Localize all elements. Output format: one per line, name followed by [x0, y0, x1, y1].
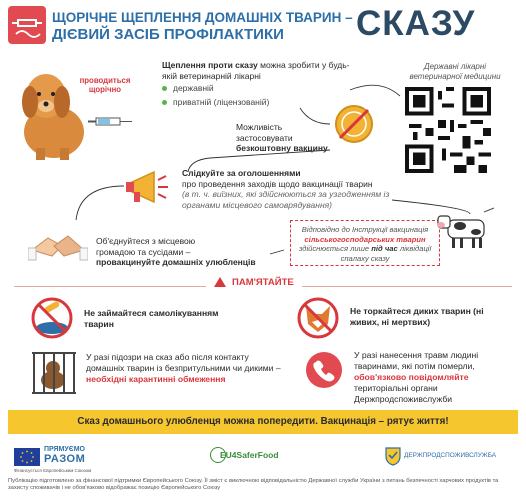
free-coin-icon [334, 104, 374, 144]
razom-top: ПРЯМУЄМО [44, 446, 85, 453]
handshake-icon [28, 224, 88, 264]
dps-shield-icon [384, 446, 402, 466]
caged-dog-icon [30, 350, 76, 396]
qr-code-icon[interactable] [405, 87, 491, 173]
razom-sub: Фінансується Європейським Союзом [14, 468, 92, 473]
cow-illustration-icon [436, 206, 496, 250]
option-state: державній [162, 82, 282, 95]
annual-label: проводиться щорічно [79, 76, 131, 94]
free-vaccine-text: Можливість застосовувати безкоштовну вакцину [236, 122, 328, 153]
tip-no-self-treat: Не займайтеся самолікуванням тварин [84, 308, 219, 329]
instruction-box: Відповідно до Інструкції вакцинація сільськогосподарських тварин здійснюється лише під час ліквідації спалаху сказу [290, 220, 440, 266]
title-big: СКАЗУ [356, 4, 476, 43]
footnote: Публікацію підготовлено за фінансової підтримки Європейського Союзу. Її зміст є виключною відповідальністю Державної служби України з питань безпечності харчових продуктів та захисту споживачів і не обов'язково відображає позицію Європейського Союзу [8, 478, 499, 491]
megaphone-icon [124, 168, 172, 208]
tip-no-wild: Не торкайтеся диких тварин (ні живих, ні мертвих) [350, 306, 484, 327]
vaccination-where: Щеплення проти сказу можна зробити у будь-якій ветеринарній лікарні [162, 60, 350, 81]
fox-icon [296, 296, 340, 340]
phone-icon [304, 350, 344, 390]
prevention-banner: Сказ домашнього улюбленця можна попередити. Вакцинація – рятує життя! [8, 410, 518, 434]
option-private: приватній (ліцензованій) [162, 96, 282, 109]
dps-logo: ДЕРЖПРОДСПОЖИВСЛУЖБА [404, 452, 497, 459]
vaccine-logo-icon [8, 6, 46, 44]
pet-bowl-pills-icon [30, 296, 74, 340]
syringe-icon [86, 112, 136, 132]
razom-logo: РАЗОМ [44, 453, 86, 465]
follow-announcements: Слідкуйте за оголошеннями про проведення заходів щодо вакцинації тварин (в т. ч. виїзних, які здійснюються за узгодженням із органами місцевого самоврядування) [182, 168, 390, 210]
title-line-2: ДІЄВИЙ ЗАСІБ ПРОФІЛАКТИКИ [52, 26, 284, 43]
qr-label: Державні лікарні ветеринарної медицини [409, 62, 501, 81]
eu-flag-icon [14, 448, 40, 466]
eu4safer-logo: EU4SaferFood [220, 450, 279, 460]
unite-community: Об'єднуйтеся з місцевою громадою та сусідами – провакцинуйте домашніх улюбленців [96, 236, 256, 267]
title-line-1: ЩОРІЧНЕ ЩЕПЛЕННЯ ДОМАШНІХ ТВАРИН – [52, 10, 353, 25]
warning-icon [214, 277, 226, 287]
tip-quarantine: У разі підозри на сказ або після контакту домашніх тварин із безпритульними чи дикими – необхідні карантинні обмеження [86, 352, 281, 384]
tip-report-injury: У разі нанесення травм людині тваринами, які потім померли, обов'язково повідомляйте територіальні органи Держпродспоживслужби [354, 350, 479, 404]
remember-heading: ПАМ'ЯТАЙТЕ [206, 277, 302, 288]
